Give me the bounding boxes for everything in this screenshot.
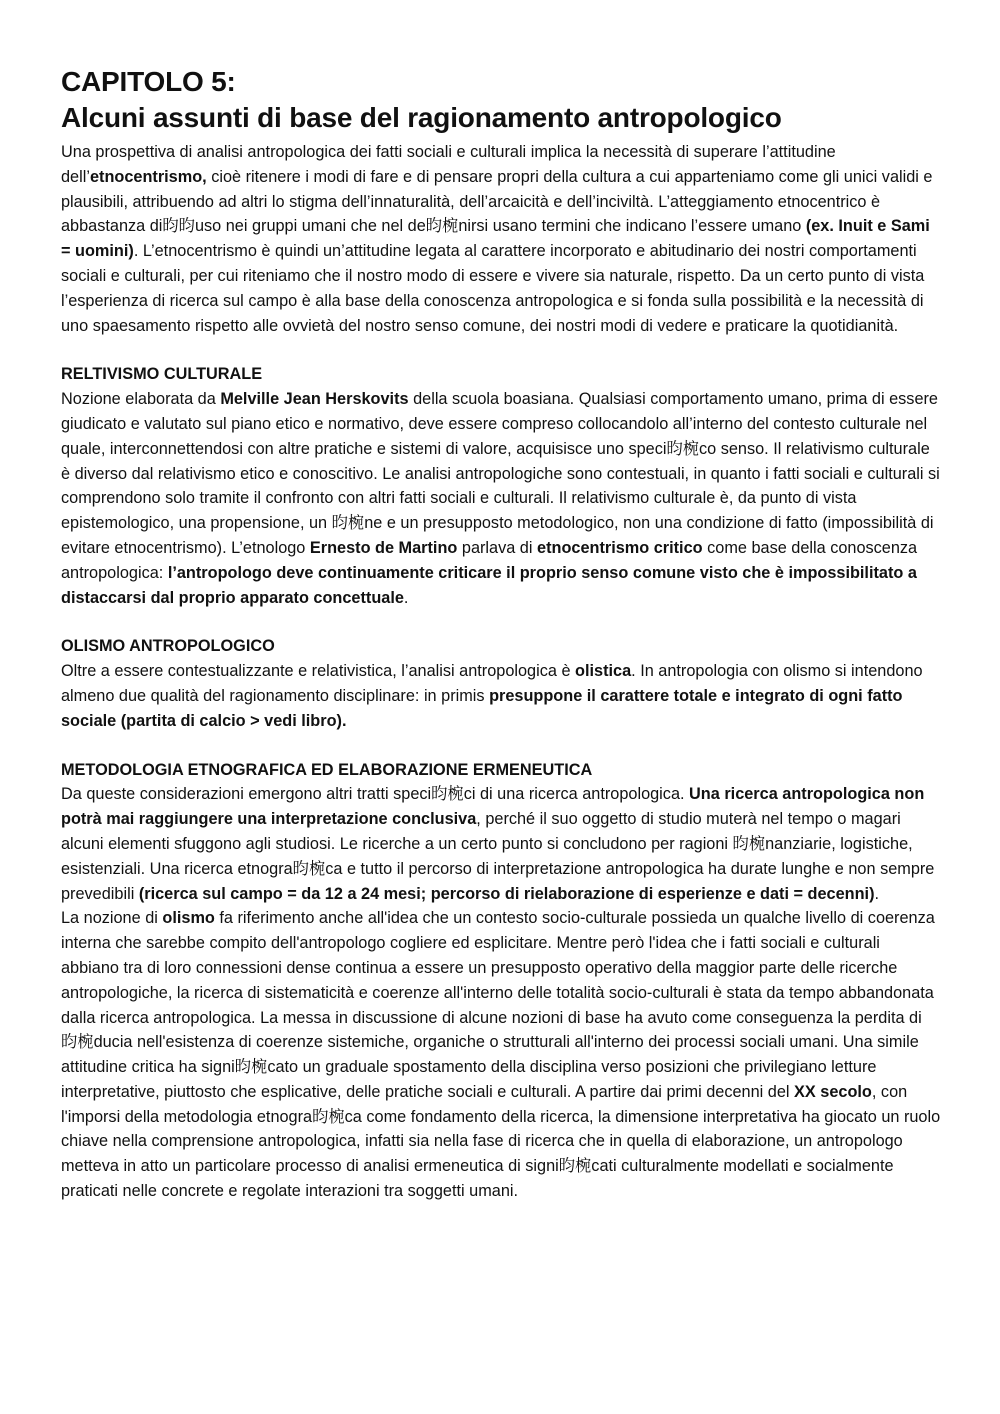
chapter-number: CAPITOLO 5: [61,66,236,97]
section-heading-metodologia: METODOLOGIA ETNOGRAFICA ED ELABORAZIONE ERMENEUTICA [61,760,593,779]
metodologia-paragraph-2: La nozione di olismo fa riferimento anche all'idea che un contesto socio-culturale possieda un qualche livello di coerenza interna che sarebbe compito dell'antropologo cogliere ed esplicitare. Mentre però l'idea che i fatti sociali e culturali abbiano tra di loro connessioni dense continua a essere un presupposto operativo della maggior parte delle ricerche antropologiche, la ricerca di sistematicità e coerenze all'interno delle totalità socio-culturali è stata da tempo abbandonata dalla ricerca antropologica. La messa in discussione di alcune nozioni di base ha avuto come conseguenza la perdita di 昀椀ducia nell'esistenza di coerenze sistemiche, organiche o strutturali all'interno dei processi sociali umani. Una simile attitudine critica ha signi昀椀cato un graduale spostamento della disciplina verso posizioni che privilegiano letture interpretative, piuttosto che esplicative, delle pratiche sociali e culturali. A partire dai primi decenni del XX secolo, con l'imporsi della metodologia etnogra昀椀ca come fondamento della ricerca, la dimensione interpretativa ha giocato un ruolo chiave nella comprensione antropologica, infatti sia nella fase di ricerca che in quella di elaborazione, un antropologo metteva in atto un particolare processo di analisi ermeneutica di signi昀椀cati culturalmente modellati e socialmente praticati nelle concrete e regolate interazioni tra soggetti umani. [61,909,941,1201]
metodologia-paragraph-1: Da queste considerazioni emergono altri tratti speci昀椀ci di una ricerca antropologica. Una ricerca antropologica non potrà mai raggiungere una interpretazione conclusiva, perché il suo oggetto di studio muterà nel tempo o magari alcuni elementi sfuggono agli studiosi. Le ricerche a un certo punto si concludono per ragioni 昀椀nanziarie, logistiche, esistenziali. Una ricerca etnogra昀椀ca e tutto il percorso di interpretazione antropologica ha durate lunghe e non sempre prevedibili (ricerca sul campo = da 12 a 24 mesi; percorso di rielaborazione di esperienze e dati = decenni). [61,785,935,903]
relativismo-paragraph: Nozione elaborata da Melville Jean Herskovits della scuola boasiana. Qualsiasi comportamento umano, prima di essere giudicato e valutato sul piano etico e normativo, deve essere compreso collocandolo all’interno del contesto culturale nel quale, interconnettendosi con altre pratiche e sistemi di valore, acquisisce uno speci昀椀co senso. Il relativismo culturale è diverso dal relativismo etico e conoscitivo. Le analisi antropologiche sono contestuali, in quanto i fatti sociali e culturali si comprendono solo tramite il confronto con altri fatti sociali e culturali. Il relativismo culturale è, da punto di vista epistemologico, una propensione, un 昀椀ne e un presupposto metodologico, non una condizione di fatto (impossibilità di evitare etnocentrismo). L’etnologo Ernesto de Martino parlava di etnocentrismo critico come base della conoscenza antropologica: l’antropologo deve continuamente criticare il proprio senso comune visto che è impossibilitato a distaccarsi dal proprio apparato concettuale. [61,390,940,607]
intro-paragraph: Una prospettiva di analisi antropologica dei fatti sociali e culturali implica la necessità di superare l’attitudine dell’etnocentrismo, cioè ritenere i modi di fare e di pensare propri della cultura a cui apparteniamo come gli unici validi e plausibili, attribuendo ad altri lo stigma dell’innaturalità, dell’arcaicità e dell’inciviltà. L’atteggiamento etnocentrico è abbastanza di昀昀uso nei gruppi umani che nel de昀椀nirsi usano termini che indicano l’essere umano (ex. Inuit e Sami = uomini). L’etnocentrismo è quindi un’attitudine legata al carattere incorporato e abitudinario dei nostri comportamenti sociali e culturali, per cui riteniamo che il nostro modo di essere e vivere sia naturale, rispetto. Da un certo punto di vista l’esperienza di ricerca sul campo è alla base della conoscenza antropologica e si fonda sulla possibilità e la necessità di uno spaesamento rispetto alle ovvietà del nostro senso comune, dei nostri modi di vedere e praticare la quotidianità. [61,143,933,335]
section-heading-olismo: OLISMO ANTROPOLOGICO [61,637,275,656]
document-page [61,66,941,1204]
olismo-paragraph: Oltre a essere contestualizzante e relativistica, l’analisi antropologica è olistica. In antropologia con olismo si intendono almeno due qualità del ragionamento disciplinare: in primis presuppone il carattere totale e integrato di ogni fatto sociale (partita di calcio > vedi libro). [61,662,923,730]
section-heading-relativismo: RELTIVISMO CULTURALE [61,365,263,384]
chapter-title: Alcuni assunti di base del ragionamento antropologico [61,102,782,133]
